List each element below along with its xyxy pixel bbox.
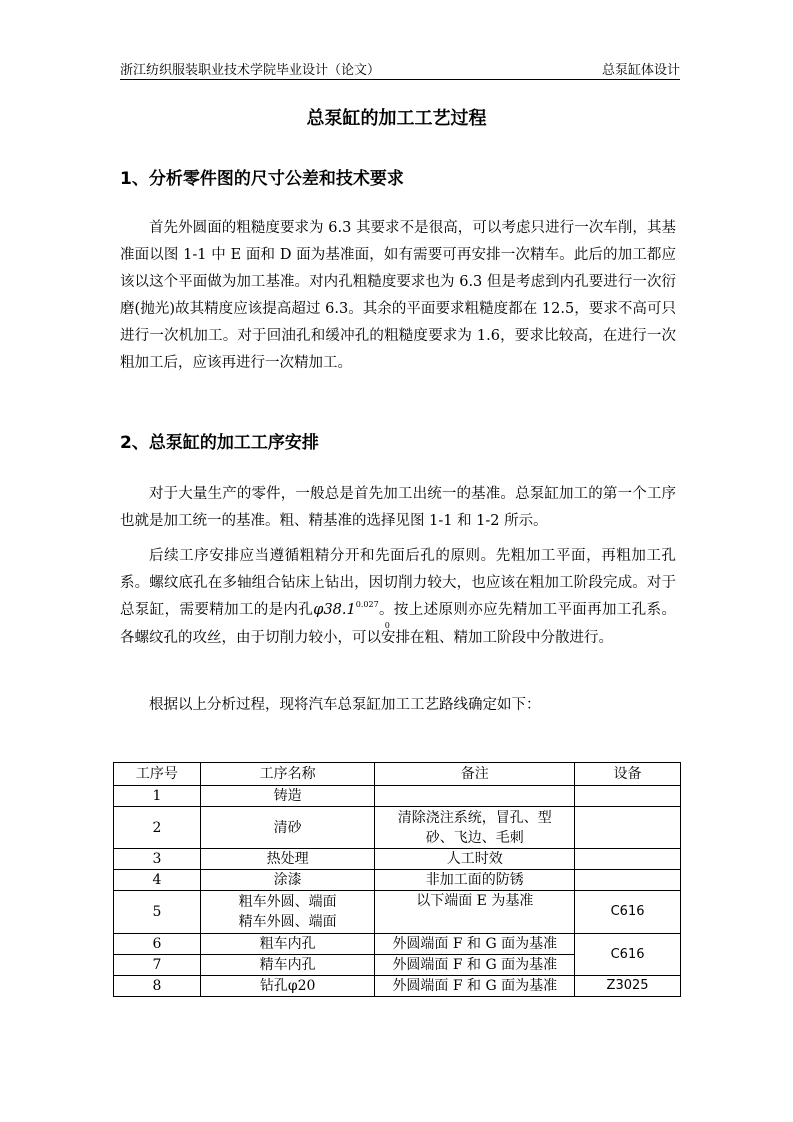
cell-name: 粗车内孔 bbox=[200, 934, 375, 955]
header-school: 浙江纺织服装职业技术学院毕业设计（论文） bbox=[120, 63, 381, 78]
tolerance-upper: 0.027 bbox=[355, 600, 379, 609]
cell-no: 5 bbox=[114, 891, 201, 934]
section2-heading: 2、总泵缸的加工工序安排 bbox=[120, 433, 319, 453]
tolerance-lower: 0 bbox=[384, 621, 390, 630]
col-header-no: 工序号 bbox=[114, 763, 201, 786]
cell-note: 以下端面 E 为基准 bbox=[375, 891, 575, 934]
table-row bbox=[114, 807, 681, 849]
bore-formula: φ38.1 bbox=[313, 602, 356, 618]
table-row bbox=[114, 976, 681, 997]
cell-no: 7 bbox=[114, 955, 201, 976]
cell-no: 8 bbox=[114, 976, 201, 997]
section2-paragraph-3: 根据以上分析过程，现将汽车总泵缸加工工艺路线确定如下： bbox=[149, 697, 541, 713]
cell-note: 外圆端面 F 和 G 面为基准 bbox=[375, 955, 575, 976]
col-header-name: 工序名称 bbox=[200, 763, 375, 786]
header-topic: 总泵缸体设计 bbox=[601, 63, 680, 78]
cell-name-line2: 精车外圆、端面 bbox=[238, 914, 337, 930]
cell-name: 铸造 bbox=[200, 786, 375, 807]
page-header bbox=[120, 57, 680, 80]
cell-name: 热处理 bbox=[200, 849, 375, 870]
cell-equip: C616 bbox=[575, 891, 681, 934]
cell-equip bbox=[575, 786, 681, 807]
cell-equip: C616 bbox=[575, 934, 681, 976]
cell-no: 3 bbox=[114, 849, 201, 870]
table-row bbox=[114, 870, 681, 891]
cell-note: 人工时效 bbox=[375, 849, 575, 870]
cell-note bbox=[375, 786, 575, 807]
cell-name bbox=[200, 891, 375, 934]
p2-text-a: 后续工序安排应当遵循粗精分开和先面后孔的原则。先粗加工平面，再粗加工孔系。螺纹底孔在多轴组合钻床上钻出，因切削力较大，也应该在粗加工阶段完成。对于总泵缸，需要精加工的是内孔 bbox=[120, 548, 676, 618]
section1-heading: 1、分析零件图的尺寸公差和技术要求 bbox=[120, 169, 404, 189]
table-header-row bbox=[114, 763, 681, 786]
cell-no: 4 bbox=[114, 870, 201, 891]
cell-note: 非加工面的防锈 bbox=[375, 870, 575, 891]
p2-text-b: 。按上述原则亦应先精加工平面再加工孔系。各螺纹孔的攻丝，由于切削力较小，可以安排在粗、精加工阶段中分散进行。 bbox=[120, 602, 677, 646]
cell-name: 清砂 bbox=[200, 807, 375, 849]
section2-paragraph-2 bbox=[120, 543, 676, 652]
table-row bbox=[114, 849, 681, 870]
col-header-equip: 设备 bbox=[575, 763, 681, 786]
cell-note: 外圆端面 F 和 G 面为基准 bbox=[375, 976, 575, 997]
cell-equip bbox=[575, 807, 681, 849]
page-title: 总泵缸的加工工艺过程 bbox=[306, 108, 487, 129]
table-row bbox=[114, 786, 681, 807]
process-table bbox=[113, 762, 681, 997]
cell-no: 6 bbox=[114, 934, 201, 955]
cell-name: 钻孔φ20 bbox=[200, 976, 375, 997]
cell-note: 清除浇注系统，冒孔、型砂、飞边、毛刺 bbox=[375, 807, 575, 849]
cell-name-line1: 粗车外圆、端面 bbox=[238, 894, 337, 910]
cell-note: 外圆端面 F 和 G 面为基准 bbox=[375, 934, 575, 955]
section2-paragraph-1: 对于大量生产的零件，一般总是首先加工出统一的基准。总泵缸加工的第一个工序也就是加工统一的基准。粗、精基准的选择见图 1-1 和 1-2 所示。 bbox=[120, 486, 676, 529]
cell-no: 1 bbox=[114, 786, 201, 807]
col-header-note: 备注 bbox=[375, 763, 575, 786]
cell-equip: Z3025 bbox=[575, 976, 681, 997]
cell-equip bbox=[575, 870, 681, 891]
table-row bbox=[114, 891, 681, 934]
cell-no: 2 bbox=[114, 807, 201, 849]
cell-name: 涂漆 bbox=[200, 870, 375, 891]
table-row bbox=[114, 934, 681, 955]
cell-name: 精车内孔 bbox=[200, 955, 375, 976]
tolerance bbox=[355, 600, 390, 630]
cell-equip bbox=[575, 849, 681, 870]
section1-paragraph: 首先外圆面的粗糙度要求为 6.3 其要求不是很高，可以考虑只进行一次车削，其基准面以图 1-1 中 E 面和 D 面为基准面，如有需要可再安排一次精车。此后的加工都应该以这个平面做为加工基准。对内孔粗糙度要求也为 6.3 但是考虑到内孔要进行一次衍磨(抛光)故其精度应该提高超过 6.3。其余的平面要求粗糙度都在 12.5，要求不高可只进行一次机加工。对于回油孔和缓冲孔的粗糙度要求为 1.6，要求比较高，在进行一次粗加工后，应该再进行一次精加工。 bbox=[120, 220, 676, 371]
